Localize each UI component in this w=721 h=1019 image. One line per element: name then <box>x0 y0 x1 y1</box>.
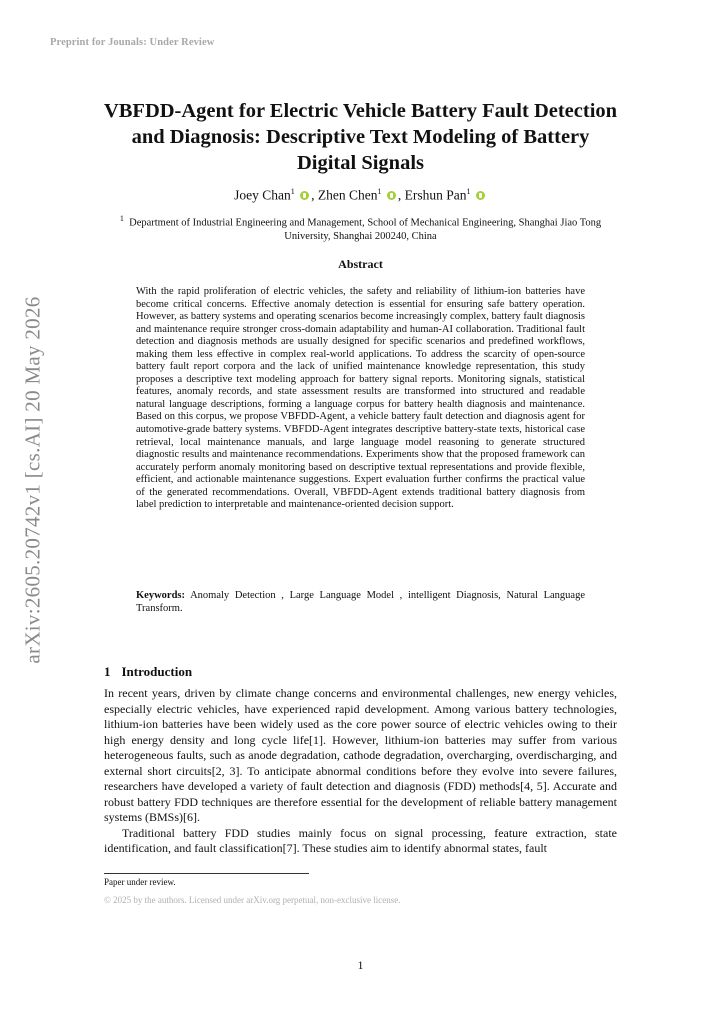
keywords-label: Keywords: <box>136 590 185 601</box>
paper-title: VBFDD-Agent for Electric Vehicle Battery Fault Detection and Diagnosis: Descriptive Text Modeling of Battery Digital Signals <box>103 100 618 174</box>
affiliation-mark: 1 <box>119 214 124 223</box>
paragraph: Traditional battery FDD studies mainly focus on signal processing, feature extraction, state identification, and fault classification[7]. These studies aim to identify abnormal states, fault <box>104 825 617 855</box>
affiliation <box>104 212 617 243</box>
keywords <box>136 590 585 615</box>
author-separator: , <box>397 187 405 203</box>
abstract-body: With the rapid proliferation of electric vehicles, the safety and reliability of lithium-ion batteries have become critical concerns. Effective anomaly detection is essential for ensuring safe battery operation. However, as battery systems and operating scenarios become increasingly complex, battery fault diagnosis and maintenance require stronger cross-domain adaptability and human-AI collaboration. Traditional fault detection and diagnosis methods are usually designed for specific scenarios and predefined workflows, making them less effective in complex real-world applications. To address the scarcity of open-source battery fault report corpora and the lack of unified maintenance knowledge representation, this study proposes a descriptive text modeling approach for battery signal reports. Monitoring signals, statistical features, anomaly records, and state assessment results are transformed into structured and readable natural language descriptions, forming a language corpus for battery health diagnosis and maintenance. Based on this corpus, we propose VBFDD-Agent, a vehicle battery fault detection and diagnosis agent for automotive-grade battery systems. VBFDD-Agent integrates descriptive battery-state texts, historical case retrieval, local maintenance manuals, and large language model reasoning to generate structured diagnostic results and maintenance recommendations. Experiments show that the proposed framework can accurately perform anomaly monitoring based on descriptive textual representations and provide flexible, efficient, and actionable maintenance suggestions. Expert evaluation further confirms the practical value of the generated recommendations. Overall, VBFDD-Agent extends traditional battery diagnosis from label prediction to interpretable and maintenance-oriented decision support. <box>136 286 585 511</box>
author-name: Joey Chan <box>234 187 291 203</box>
author-name: Ershun Pan <box>404 187 467 203</box>
orcid-icon[interactable] <box>300 191 309 200</box>
intro-body <box>104 686 617 857</box>
author-list <box>100 187 621 204</box>
section-heading <box>104 664 192 680</box>
footnote-divider <box>104 873 309 874</box>
author-affiliation-mark: 1 <box>377 187 382 196</box>
author-name: Zhen Chen <box>317 187 378 203</box>
page-number: 1 <box>357 958 364 972</box>
section-number: 1 <box>104 664 111 679</box>
arxiv-identifier[interactable]: arXiv:2605.20742v1 [cs.AI] 20 May 2026 <box>20 296 45 664</box>
affiliation-text: Department of Industrial Engineering and Management, School of Mechanical Engineering, Shanghai Jiao Tong University, Shanghai 200240, China <box>129 217 602 242</box>
abstract-heading: Abstract <box>338 257 383 271</box>
preprint-notice: Preprint for Jounals: Under Review <box>50 37 215 48</box>
orcid-icon[interactable] <box>387 191 396 200</box>
keywords-list: Anomaly Detection , Large Language Model , intelligent Diagnosis, Natural Language Transform. <box>136 590 586 614</box>
paragraph: In recent years, driven by climate change concerns and environmental challenges, new energy vehicles, especially electric vehicles, have experienced rapid development. Among various battery technologies, lithium-ion batteries have been widely used as the core power source of electric vehicles owing to their high energy density and long cycle life[1]. However, lithium-ion batteries may suffer from various heterogeneous faults, such as anode degradation, cathode degradation, overcharging, overdischarging, and external short circuits[2, 3]. To anticipate abnormal conditions before they evolve into severe failures, researchers have developed a variety of fault detection and diagnosis (FDD) methods[4, 5]. Accurate and robust battery FDD techniques are therefore essential for the development of reliable battery management systems (BMSs)[6]. <box>104 686 617 824</box>
author-affiliation-mark: 1 <box>290 187 295 196</box>
section-title: Introduction <box>121 664 193 679</box>
author-affiliation-mark: 1 <box>466 187 471 196</box>
license-notice: © 2025 by the authors. Licensed under arXiv.org perpetual, non-exclusive license. <box>104 895 401 905</box>
author-separator: , <box>311 187 318 203</box>
footnote: Paper under review. <box>104 877 176 887</box>
orcid-icon[interactable] <box>476 191 485 200</box>
